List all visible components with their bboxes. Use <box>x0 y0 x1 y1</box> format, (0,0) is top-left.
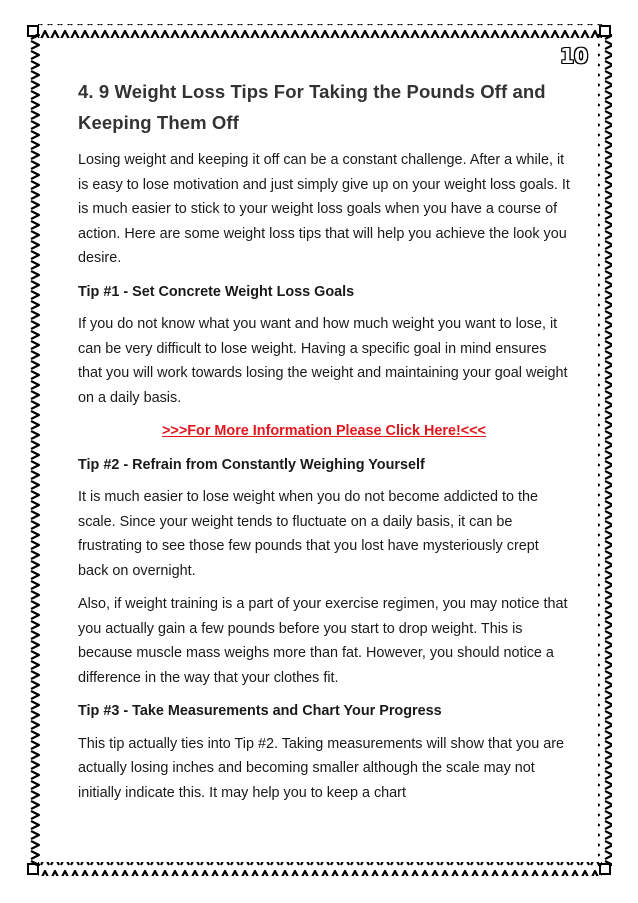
tip3-paragraph: This tip actually ties into Tip #2. Taking measurements will show that you are actually losing inches and becoming smaller although the scale may not initially indicate this. It may help you to keep a chart <box>78 735 565 801</box>
tip1-heading: Tip #1 - Set Concrete Weight Loss Goals <box>78 283 355 300</box>
more-info-link[interactable]: >>>For More Information Please Click Here!<<< <box>162 423 486 439</box>
more-info-link-line <box>78 419 570 444</box>
intro-paragraph: Losing weight and keeping it off can be a constant challenge. After a while, it is easy to lose motivation and just simply give up on your weight loss goals. It is much easier to stick to your weight loss goals when you have a course of action. Here are some weight loss tips that will help you achieve the look you desire. <box>78 152 570 266</box>
tip2-paragraph-1: It is much easier to lose weight when you do not become addicted to the scale. Since your weight tends to fluctuate on a daily basis, it can be frustrating to see those few pounds that you lost have mysteriously crept back on overnight. <box>78 489 539 579</box>
article-title: 4. 9 Weight Loss Tips For Taking the Pounds Off and Keeping Them Off <box>78 81 546 133</box>
page-number: 10 <box>560 44 588 68</box>
article-body <box>78 76 570 814</box>
tip2-paragraph-2: Also, if weight training is a part of your exercise regimen, you may notice that you actually gain a few pounds before you start to drop weight. This is because muscle mass weighs more than fat. However, you should notice a difference in the way that your clothes fit. <box>78 596 568 686</box>
tip3-heading: Tip #3 - Take Measurements and Chart Your Progress <box>78 703 442 719</box>
tip2-heading: Tip #2 - Refrain from Constantly Weighing Yourself <box>78 456 425 473</box>
tip1-paragraph: If you do not know what you want and how much weight you want to lose, it can be very difficult to lose weight. Having a specific goal in mind ensures that you will work towards losing the weight and maintaining your goal weight on a daily basis. <box>78 316 568 406</box>
